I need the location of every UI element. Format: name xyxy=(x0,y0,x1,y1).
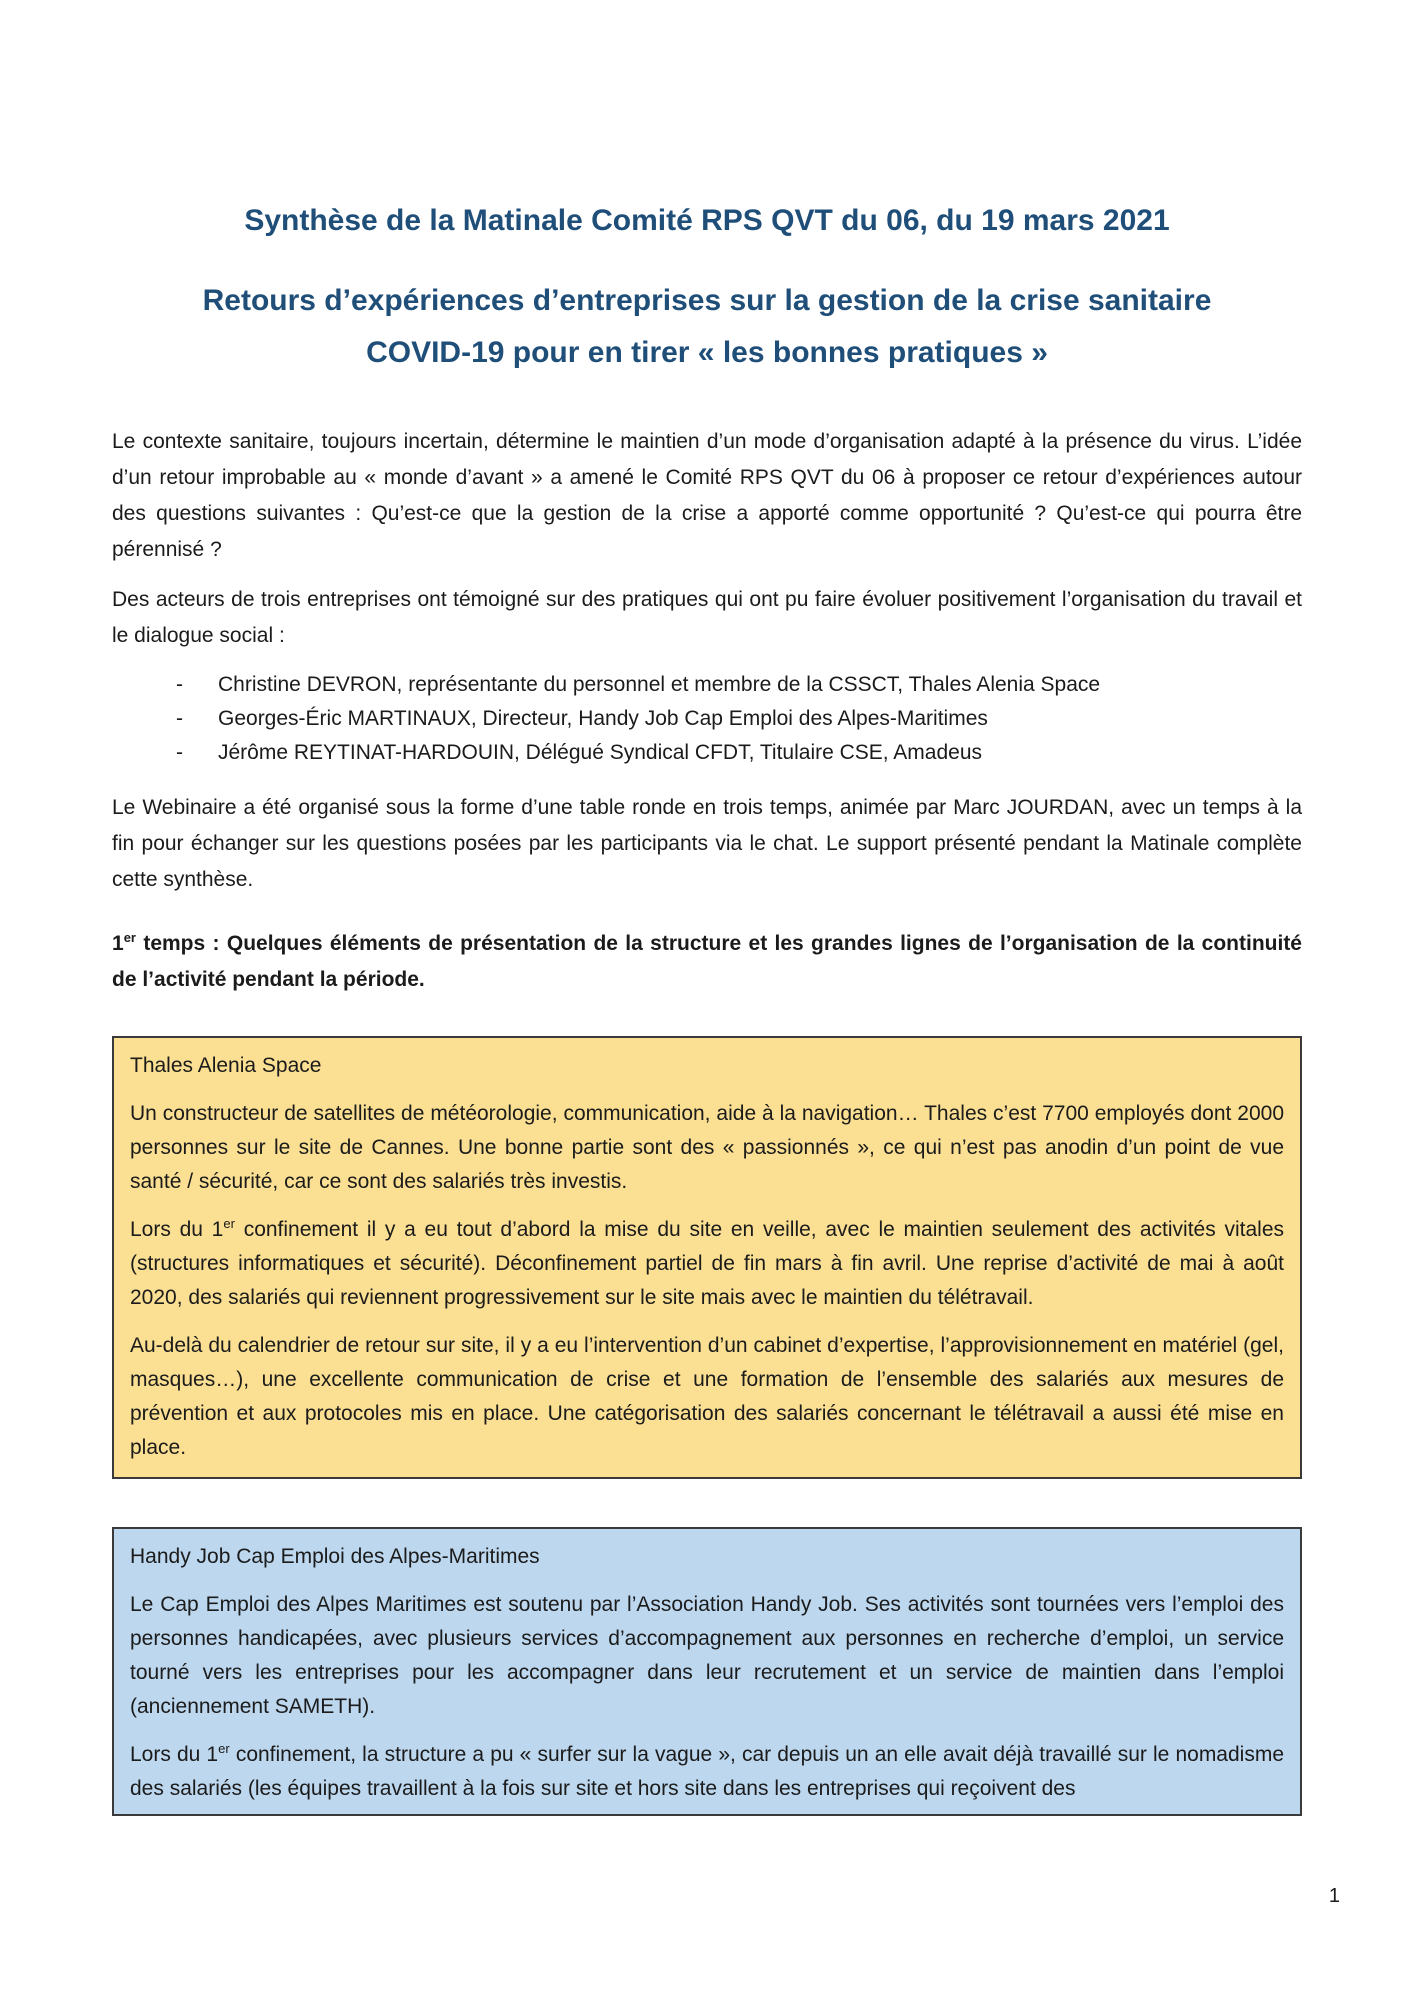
handyjob-ordinal-superscript: er xyxy=(218,1741,230,1756)
handyjob-paragraph-2 xyxy=(130,1738,1284,1806)
thales-paragraph-3: Au-delà du calendrier de retour sur site, il y a eu l’intervention d’un cabinet d’expertise, l’approvisionnement en matériel (gel, masques…), une excellente communication de crise et une formation de l’ensemble des salariés aux mesures de prévention et aux protocoles mis en place. Une catégorisation des salariés concernant le télétravail a aussi été mise en place. xyxy=(130,1334,1284,1459)
page-number: 1 xyxy=(1328,1885,1340,1907)
page-title: Synthèse de la Matinale Comité RPS QVT du 06, du 19 mars 2021 xyxy=(244,204,1170,237)
heading-ordinal-superscript: er xyxy=(123,930,136,945)
handyjob-p2-prefix: Lors du 1 xyxy=(130,1743,219,1766)
handyjob-box-title: Handy Job Cap Emploi des Alpes-Maritimes xyxy=(130,1545,540,1568)
speaker-1: Christine DEVRON, représentante du personnel et membre de la CSSCT, Thales Alenia Space xyxy=(218,673,1101,696)
handyjob-p2-text: confinement, la structure a pu « surfer sur la vague », car depuis un an elle avait déjà travaillé sur le nomadisme des salariés (les équipes travaillent à la fois sur site et hors site dans les entreprises qui reçoivent des xyxy=(130,1743,1285,1800)
handyjob-paragraph-1: Le Cap Emploi des Alpes Maritimes est soutenu par l’Association Handy Job. Ses activités sont tournées vers l’emploi des personnes handicapées, avec plusieurs services d’accompagnement aux personnes en recherche d’emploi, un service tourné vers les entreprises pour les accompagner dans leur recrutement et un service de maintien dans l’emploi (anciennement SAMETH). xyxy=(130,1593,1284,1718)
bullet-dash: - xyxy=(176,741,183,764)
intro-paragraph-3: Le Webinaire a été organisé sous la forme d’une table ronde en trois temps, animée par Marc JOURDAN, avec un temps à la fin pour échanger sur les questions posées par les participants via le chat. Le support présenté pendant la Matinale complète cette synthèse. xyxy=(112,796,1302,891)
speaker-2: Georges-Éric MARTINAUX, Directeur, Handy Job Cap Emploi des Alpes-Maritimes xyxy=(218,707,988,730)
thales-ordinal-superscript: er xyxy=(223,1216,235,1231)
list-item xyxy=(112,702,1302,736)
list-item xyxy=(112,668,1302,702)
heading-text: temps : Quelques éléments de présentation de la structure et les grandes lignes de l’organisation de la continuité de l’activité pendant la période. xyxy=(112,932,1302,991)
subtitle-line-2: COVID-19 pour en tirer « les bonnes pratiques » xyxy=(366,336,1048,369)
page-content xyxy=(112,0,1302,1816)
thales-p2-prefix: Lors du 1 xyxy=(130,1218,224,1241)
handyjob-box xyxy=(112,1527,1302,1816)
bullet-dash: - xyxy=(176,673,183,696)
bullet-dash: - xyxy=(176,707,183,730)
heading-number: 1 xyxy=(112,932,124,955)
intro-paragraph-2: Des acteurs de trois entreprises ont témoigné sur des pratiques qui ont pu faire évoluer positivement l’organisation du travail et le dialogue social : xyxy=(112,588,1302,647)
thales-paragraph-2 xyxy=(130,1213,1284,1315)
intro-paragraph-1: Le contexte sanitaire, toujours incertain, détermine le maintien d’un mode d’organisation adapté à la présence du virus. L’idée d’un retour improbable au « monde d’avant » a amené le Comité RPS QVT du 06 à proposer ce retour d’expériences autour des questions suivantes : Qu’est-ce que la gestion de la crise a apporté comme opportunité ? Qu’est-ce qui pourra être pérennisé ? xyxy=(112,430,1302,561)
thales-p2-text: confinement il y a eu tout d’abord la mise du site en veille, avec le maintien seulement des activités vitales (structures informatiques et sécurité). Déconfinement partiel de fin mars à fin avril. Une reprise d’activité de mai à août 2020, des salariés qui reviennent progressivement sur le site mais avec le maintien du télétravail. xyxy=(130,1218,1284,1309)
thales-box-title: Thales Alenia Space xyxy=(130,1054,322,1077)
thales-paragraph-1: Un constructeur de satellites de météorologie, communication, aide à la navigation… Thales c’est 7700 employés dont 2000 personnes sur le site de Cannes. Une bonne partie sont des « passionnés », ce qui n’est pas anodin d’un point de vue santé / sécurité, car ce sont des salariés très investis. xyxy=(130,1102,1284,1193)
speaker-list xyxy=(112,668,1302,770)
subtitle-line-1: Retours d’expériences d’entreprises sur la gestion de la crise sanitaire xyxy=(202,284,1212,317)
speaker-3: Jérôme REYTINAT-HARDOUIN, Délégué Syndical CFDT, Titulaire CSE, Amadeus xyxy=(218,741,983,764)
section-1-heading xyxy=(112,926,1302,998)
list-item xyxy=(112,736,1302,770)
page-subtitle xyxy=(112,275,1302,379)
thales-box xyxy=(112,1036,1302,1479)
